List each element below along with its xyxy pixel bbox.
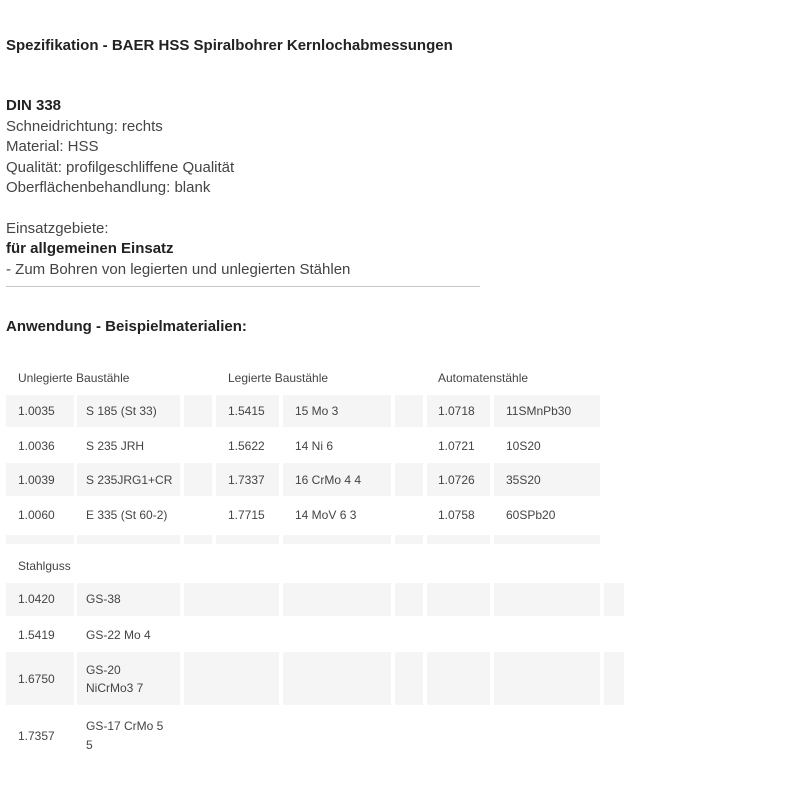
table1-cell: 1.0726 bbox=[438, 473, 475, 487]
table2-cell: 1.6750 bbox=[18, 672, 55, 686]
einsatz-bold: für allgemeinen Einsatz bbox=[6, 240, 174, 257]
table1-cell: 11SMnPb30 bbox=[506, 404, 572, 418]
table1-cell: 1.0718 bbox=[438, 404, 475, 418]
table1-header: Automatenstähle bbox=[438, 371, 529, 385]
table1-header: Legierte Baustähle bbox=[228, 371, 329, 385]
table1-cell: S 185 (St 33) bbox=[86, 404, 157, 418]
divider bbox=[6, 286, 480, 287]
spec-line: Material: HSS bbox=[6, 138, 99, 155]
table2-cell: NiCrMo3 7 bbox=[86, 681, 144, 695]
table2-cell: GS-38 bbox=[86, 592, 121, 606]
table1-cell: 15 Mo 3 bbox=[295, 404, 339, 418]
table1-cell: 1.0721 bbox=[438, 439, 475, 453]
einsatz-label: Einsatzgebiete: bbox=[6, 219, 109, 237]
table1-cell: S 235JRG1+CR bbox=[86, 473, 173, 487]
table1-cell: 35S20 bbox=[506, 473, 541, 487]
table2-cell: 1.5419 bbox=[18, 628, 55, 642]
table1-cell: 1.0036 bbox=[18, 439, 55, 453]
table1-header: Unlegierte Baustähle bbox=[18, 371, 130, 385]
table1-cell: 1.7715 bbox=[228, 508, 265, 522]
table1-cell: 14 Ni 6 bbox=[295, 439, 334, 453]
table1-cell: 16 CrMo 4 4 bbox=[295, 473, 362, 487]
einsatz-item: - Zum Bohren von legierten und unlegierten Stählen bbox=[6, 260, 351, 278]
page-title: Spezifikation - BAER HSS Spiralbohrer Kernlochabmessungen bbox=[6, 37, 453, 54]
table2-header: Stahlguss bbox=[18, 559, 71, 573]
norm-label: DIN 338 bbox=[6, 97, 62, 114]
table2-cell: 1.0420 bbox=[18, 592, 55, 606]
table1-cell: 1.0758 bbox=[438, 508, 475, 522]
table1-cell: 1.5622 bbox=[228, 439, 265, 453]
table2-cell: GS-20 bbox=[86, 663, 121, 677]
table1-cell: 60SPb20 bbox=[506, 508, 556, 522]
table1-cell: S 235 JRH bbox=[86, 439, 145, 453]
table2-cell: 5 bbox=[86, 738, 93, 752]
table1-cell: E 335 (St 60-2) bbox=[86, 508, 168, 522]
section-title: Anwendung - Beispielmaterialien: bbox=[6, 318, 247, 335]
spec-line: Schneidrichtung: rechts bbox=[6, 117, 163, 135]
spec-line: Qualität: profilgeschliffene Qualität bbox=[6, 158, 235, 176]
spec-line: Oberflächenbehandlung: blank bbox=[6, 179, 211, 196]
table1-cell: 1.7337 bbox=[228, 473, 265, 487]
table1-cell: 1.5415 bbox=[228, 404, 265, 418]
table1-cell: 14 MoV 6 3 bbox=[295, 508, 357, 522]
table1-cell: 1.0039 bbox=[18, 473, 55, 487]
table1-cell: 1.0060 bbox=[18, 508, 55, 522]
table2-cell: GS-17 CrMo 5 bbox=[86, 719, 164, 733]
table2-cell: 1.7357 bbox=[18, 729, 55, 743]
spec-block bbox=[6, 96, 350, 280]
table2-cell: GS-22 Mo 4 bbox=[86, 628, 151, 642]
table1-cell: 10S20 bbox=[506, 439, 541, 453]
table1-cell: 1.0035 bbox=[18, 404, 55, 418]
